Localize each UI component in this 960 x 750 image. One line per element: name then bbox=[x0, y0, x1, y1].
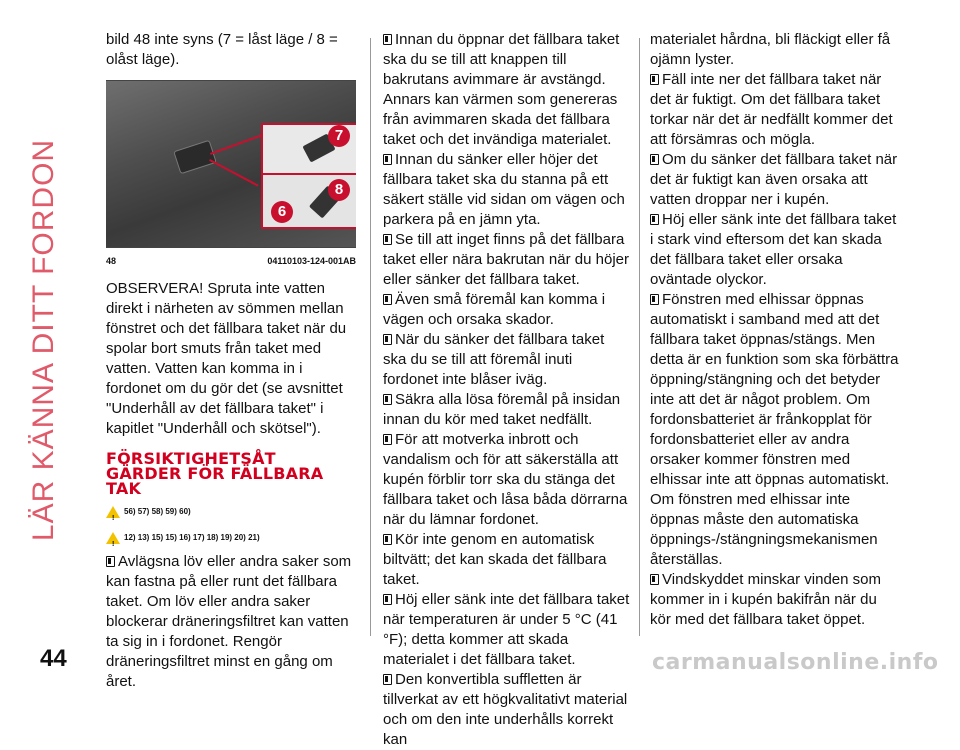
column-divider-2 bbox=[639, 38, 640, 636]
bullet-item: Även små föremål kan komma i vägen och orsaka skador. bbox=[383, 291, 606, 328]
warning-refs-1 bbox=[106, 502, 356, 522]
bullet-item: Höj eller sänk inte det fällbara taket när temperaturen är under 5 °C (41 °F); detta kommer att skada materialet i det fällbara taket. bbox=[383, 591, 630, 668]
bullet-item: Vindskyddet minskar vinden som kommer in i kupén bakifrån när du kör med det fällbara taket öppet. bbox=[650, 571, 881, 628]
bullet-icon bbox=[383, 234, 392, 245]
bullet-icon bbox=[383, 434, 392, 445]
bullet-item: Innan du öppnar det fällbara taket ska du se till att knappen till bakrutans avimmare är avstängd. Annars kan värmen som genereras från avimmaren skada det fällbara taket och det invändiga materialet. bbox=[383, 31, 620, 148]
figure-caption bbox=[106, 248, 356, 271]
bullet-item: Se till att inget finns på det fällbara taket eller nära bakrutan när du höjer eller sänker det fällbara taket. bbox=[383, 231, 629, 288]
intro-text: bild 48 inte syns (7 = låst läge / 8 = olåst läge). bbox=[106, 31, 338, 68]
bullet-item: När du sänker det fällbara taket ska du se till att föremål inuti fordonet inte blåser iväg. bbox=[383, 331, 605, 388]
column-3 bbox=[650, 30, 900, 630]
bullet-icon bbox=[383, 154, 392, 165]
continuation-text: materialet hårdna, bli fläckigt eller få ojämn lyster. bbox=[650, 31, 891, 68]
watermark-logo: carmanualsonline.info bbox=[652, 650, 939, 675]
bullet-icon bbox=[383, 394, 392, 405]
callout-7: 7 bbox=[328, 125, 350, 147]
chapter-side-title: LÄR KÄNNA DITT FORDON bbox=[27, 138, 60, 542]
leader-line-bottom bbox=[209, 159, 259, 187]
bullet-item: Fäll inte ner det fällbara taket när det är fuktigt. Om det fällbara taket torkar när det är nedfällt kommer det att försämras och mögla. bbox=[650, 71, 893, 148]
figure-code: 04110103-124-001AB bbox=[267, 256, 356, 266]
callout-6: 6 bbox=[271, 201, 293, 223]
leader-line-top bbox=[210, 134, 262, 155]
caution-refs-text: 12) 13) 15) 15) 16) 17) 18) 19) 20) 21) bbox=[124, 533, 260, 542]
bullet-item: Fönstren med elhissar öppnas automatiskt i samband med att det fällbara taket öppnas/stängs. Men detta är en funktion som ska förbättra öppning/stängning och det betyder inte att det är något problem. Om fordonsbatteriet är frånkopplat för fordonsbatteriet eller av andra orsaker kommer fönstren med elhissar inte att öppnas automatiskt. Om fönstren med elhissar inte öppnas måste den automatiska öppnings-/stängningsmekanismen återställas. bbox=[650, 291, 899, 568]
bullet-item: Avlägsna löv eller andra saker som kan fastna på eller runt det fällbara taket. Om löv eller andra saker blockerar dräneringsfiltret kan vatten ta sig in i fordonet. Rengör dräneringsfiltret minst en gång om året. bbox=[106, 553, 352, 690]
bullet-icon bbox=[106, 556, 115, 567]
column-1 bbox=[106, 30, 356, 692]
page-number: 44 bbox=[40, 645, 67, 672]
bullet-item: Höj eller sänk inte det fällbara taket i stark vind eftersom det kan skada det fällbara taket eller orsaka oväntade olyckor. bbox=[650, 211, 897, 288]
bullet-icon bbox=[383, 674, 392, 685]
bullet-icon bbox=[383, 334, 392, 345]
bullet-icon bbox=[650, 74, 659, 85]
bullet-icon bbox=[383, 594, 392, 605]
warning-refs-text: 56) 57) 58) 59) 60) bbox=[124, 507, 191, 516]
warning-icon: ! bbox=[106, 506, 120, 518]
column-2 bbox=[383, 30, 631, 750]
roof-lock-photo bbox=[106, 81, 356, 247]
observera-note: OBSERVERA! Spruta inte vatten direkt i närheten av sömmen mellan fönstret och det fällbara taket när du spolar bort smuts från taket med vatten. Vatten kan komma in i fordonet om du gör det (se avsnittet "Underhåll av det fällbara taket" i kapitlet "Underhåll och skötsel"). bbox=[106, 280, 347, 437]
caution-icon: ! bbox=[106, 532, 120, 544]
warning-refs-2 bbox=[106, 528, 356, 548]
bullet-icon bbox=[650, 294, 659, 305]
figure-48 bbox=[106, 80, 356, 271]
bullet-icon bbox=[650, 574, 659, 585]
bullet-item: Innan du sänker eller höjer det fällbara taket ska du stanna på ett säkert ställe vid sidan om vägen och parkera på en jämn yta. bbox=[383, 151, 625, 228]
bullet-icon bbox=[650, 154, 659, 165]
lock-handle bbox=[173, 140, 217, 175]
bullet-icon bbox=[383, 34, 392, 45]
bullet-icon bbox=[383, 534, 392, 545]
bullet-item: Om du sänker det fällbara taket när det är fuktigt kan även orsaka att vatten droppar ner i kupén. bbox=[650, 151, 898, 208]
callout-8: 8 bbox=[328, 179, 350, 201]
bullet-item: För att motverka inbrott och vandalism och för att säkerställa att kupén förblir torr ska du stänga det fällbara taket och låsa båda dörrarna när du lämnar fordonet. bbox=[383, 431, 628, 528]
bullet-item: Säkra alla lösa föremål på insidan innan du kör med taket nedfällt. bbox=[383, 391, 621, 428]
figure-number: 48 bbox=[106, 256, 117, 266]
column-divider-1 bbox=[370, 38, 371, 636]
bullet-icon bbox=[650, 214, 659, 225]
bullet-item: Kör inte genom en automatisk biltvätt; det kan skada det fällbara taket. bbox=[383, 531, 607, 588]
bullet-item: Den konvertibla suffletten är tillverkat av ett högkvalitativt material och om den inte underhålls korrekt kan bbox=[383, 671, 628, 748]
section-heading: FÖRSIKTIGHETSÅT GÄRDER FÖR FÄLLBARA TAK bbox=[106, 449, 324, 498]
bullet-icon bbox=[383, 294, 392, 305]
